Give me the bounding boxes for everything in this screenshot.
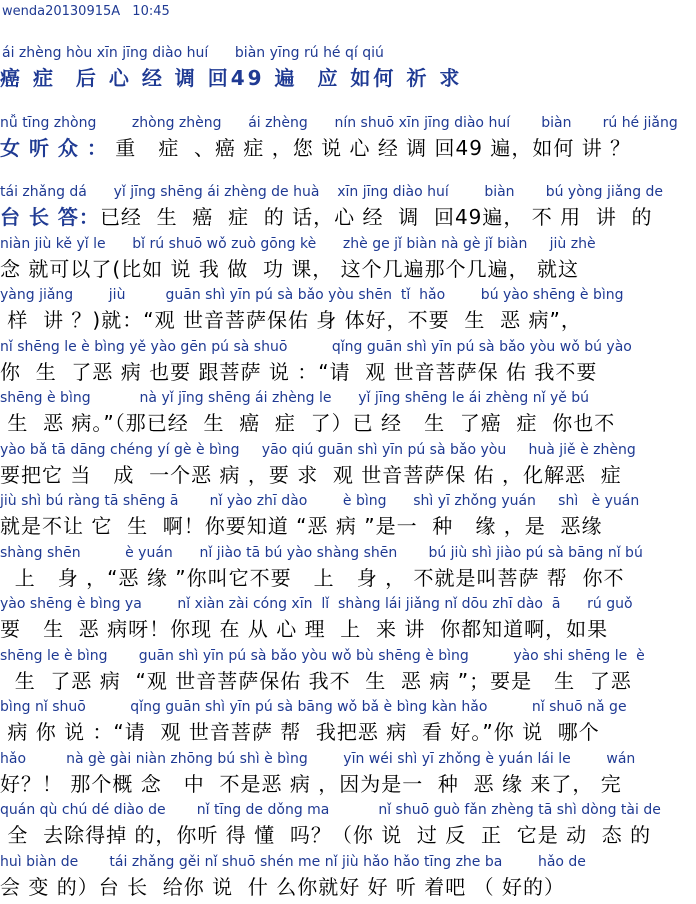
question-pinyin: nǚ tīng zhòng zhòng zhèng ái zhèng nín shuō xīn jīng diào huí biàn rú hé jiǎng bbox=[0, 115, 678, 131]
answer-line bbox=[0, 234, 696, 284]
answer-line-text: 会 变 的）台 长 给你 说 什 么你就好 好 听 着吧 （ 好的） bbox=[0, 874, 566, 899]
answer-line-pinyin: yàng jiǎng jiù guān shì yīn pú sà bǎo yòu shēn tǐ hǎo bú yào shēng è bìng bbox=[0, 287, 624, 303]
answer-line-pinyin: quán qù chú dé diào de nǐ tīng de dǒng ma nǐ shuō guò fǎn zhèng tā shì dòng tài de bbox=[0, 802, 661, 818]
answer-line-text: 样 讲 ？)就：“观 世音菩萨保佑 身 体好，不要 生 恶 病”， bbox=[0, 308, 582, 332]
answer-line-pinyin: huì biàn de tái zhǎng gěi nǐ shuō shén me nǐ jiù hǎo hǎo tīng zhe ba hǎo de bbox=[0, 853, 586, 870]
answer-line-pinyin: jiù shì bú ràng tā shēng ā nǐ yào zhī dào è bìng shì yī zhǒng yuán shì è yuán bbox=[0, 493, 640, 509]
answer-line bbox=[0, 697, 696, 747]
document-header bbox=[2, 4, 170, 19]
answer-line bbox=[0, 440, 696, 490]
answer-line bbox=[0, 491, 696, 541]
answer-speaker: 台 长 答： bbox=[0, 205, 100, 229]
answer-line bbox=[0, 852, 696, 902]
answer-line-text: 念 就可以了(比如 说 我 做 功 课， 这个几遍那个几遍， 就这 bbox=[0, 256, 580, 281]
answer-line-pinyin: shēng le è bìng guān shì yīn pú sà bǎo yòu wǒ bù shēng è bìng yào shi shēng le è bbox=[0, 647, 645, 664]
document-id: wenda20130915A bbox=[2, 4, 121, 19]
answer-line-hanzi bbox=[0, 666, 696, 696]
answer-line-hanzi bbox=[0, 408, 696, 438]
answer-line-hanzi bbox=[0, 872, 696, 902]
answer-line-text: 要 生 恶 病呀！你现 在 从 心 理 上 来 讲 你都知道啊，如果 bbox=[0, 617, 609, 641]
question-block bbox=[0, 113, 696, 163]
answer-line-hanzi bbox=[0, 305, 696, 335]
answer-line-text: 生 恶 病。”（那已经 生 癌 症 了）已 经 生 了癌 症 你也不 bbox=[0, 411, 616, 435]
answer-line-pinyin: tái zhǎng dá yǐ jīng shēng ái zhèng de huà xīn jīng diào huí biàn bú yòng jiǎng de bbox=[0, 184, 664, 200]
answer-line-hanzi bbox=[0, 357, 696, 387]
answer-line-text: 病 你 说 ：“请 观 世音菩萨 帮 我把恶 病 看 好。”你 说 哪个 bbox=[0, 720, 600, 744]
answer-line-hanzi bbox=[0, 460, 696, 490]
document-time: 10:45 bbox=[132, 4, 170, 19]
answer-line-hanzi bbox=[0, 717, 696, 747]
title-hanzi: 癌 症 后 心 经 调 回49 遍 应 如何 祈 求 bbox=[0, 66, 463, 90]
answer-line bbox=[0, 543, 696, 593]
answer-line bbox=[0, 182, 696, 232]
answer-line bbox=[0, 800, 696, 850]
question-speaker: 女 听 众 ： bbox=[0, 136, 108, 160]
answer-line-pinyin: nǐ shēng le è bìng yě yào gēn pú sà shuō qǐng guān shì yīn pú sà bǎo yòu wǒ bú yào bbox=[0, 338, 632, 355]
title-pinyin: ái zhèng hòu xīn jīng diào huí biàn yīng rú hé qí qiú bbox=[2, 45, 384, 61]
answer-line-text: 你 生 了恶 病 也要 跟菩萨 说 ：“请 观 世音菩萨保 佑 我不要 bbox=[0, 359, 598, 384]
answer-line-text: 要把它 当 成 一个恶 病 ，要 求 观 世音菩萨保 佑 ，化解恶 症 bbox=[0, 462, 622, 487]
answer-line-pinyin: bìng nǐ shuō qǐng guān shì yīn pú sà bāng wǒ bǎ è bìng kàn hǎo nǐ shuō nǎ ge bbox=[0, 699, 627, 715]
answer-line-hanzi bbox=[0, 511, 696, 541]
answer-line-pinyin: shēng è bìng nà yǐ jīng shēng ái zhèng le yǐ jīng shēng le ái zhèng nǐ yě bú bbox=[0, 390, 590, 406]
answer-line-text: 好？！ 那个概 念 中 不是恶 病 ，因为是一 种 恶 缘 来了， 完 bbox=[0, 771, 622, 796]
answer-line-pinyin: shàng shēn è yuán nǐ jiào tā bú yào shàng shēn bú jiù shì jiào pú sà bāng nǐ bú bbox=[0, 544, 643, 561]
answer-line bbox=[0, 388, 696, 438]
question-text: 重 症 、癌 症 ，您 说 心 经 调 回49 遍，如何 讲 ？ bbox=[107, 136, 632, 160]
answer-line-text: 就是不让 它 生 啊！你要知道 “恶 病 ”是一 种 缘 ，是 恶缘 bbox=[0, 514, 603, 538]
answer-line-text: 已经 生 癌 症 的 话，心 经 调 回49遍， 不 用 讲 的 bbox=[99, 205, 653, 229]
answer-line-hanzi bbox=[0, 769, 696, 799]
answer-line-hanzi bbox=[0, 614, 696, 644]
answer-line-hanzi bbox=[0, 563, 696, 593]
answer-line-pinyin: yào shēng è bìng ya nǐ xiàn zài cóng xīn lǐ shàng lái jiǎng nǐ dōu zhī dào ā rú guǒ bbox=[0, 596, 633, 612]
answer-line bbox=[0, 337, 696, 387]
answer-line-text: 生 了恶 病 “观 世音菩萨保佑 我不 生 恶 病 ”；要是 生 了恶 bbox=[0, 668, 632, 693]
answer-line-hanzi bbox=[0, 254, 696, 284]
answer-line-pinyin: niàn jiù kě yǐ le bǐ rú shuō wǒ zuò gōng kè zhè ge jǐ biàn nà gè jǐ biàn jiù zhè bbox=[0, 235, 596, 252]
answer-line-text: 上 身 ，“恶 缘 ”你叫它不要 上 身 ， 不就是叫菩萨 帮 你不 bbox=[0, 565, 625, 590]
answer-line-hanzi bbox=[0, 820, 696, 850]
answer-line bbox=[0, 749, 696, 799]
answer-line-pinyin: hǎo nà gè gài niàn zhōng bú shì è bìng yīn wéi shì yī zhǒng è yuán lái le wán bbox=[0, 750, 636, 767]
answer-line-hanzi bbox=[0, 202, 696, 232]
answer-line-pinyin: yào bǎ tā dāng chéng yí gè è bìng yāo qiú guān shì yīn pú sà bǎo yòu huà jiě è zhèng bbox=[0, 441, 636, 458]
title-block bbox=[0, 43, 696, 93]
answer-line bbox=[0, 285, 696, 335]
answer-line bbox=[0, 646, 696, 696]
answer-line bbox=[0, 594, 696, 644]
answer-line-text: 全 去除得掉 的，你听 得 懂 吗？（你 说 过 反 正 它是 动 态 的 bbox=[0, 823, 652, 847]
